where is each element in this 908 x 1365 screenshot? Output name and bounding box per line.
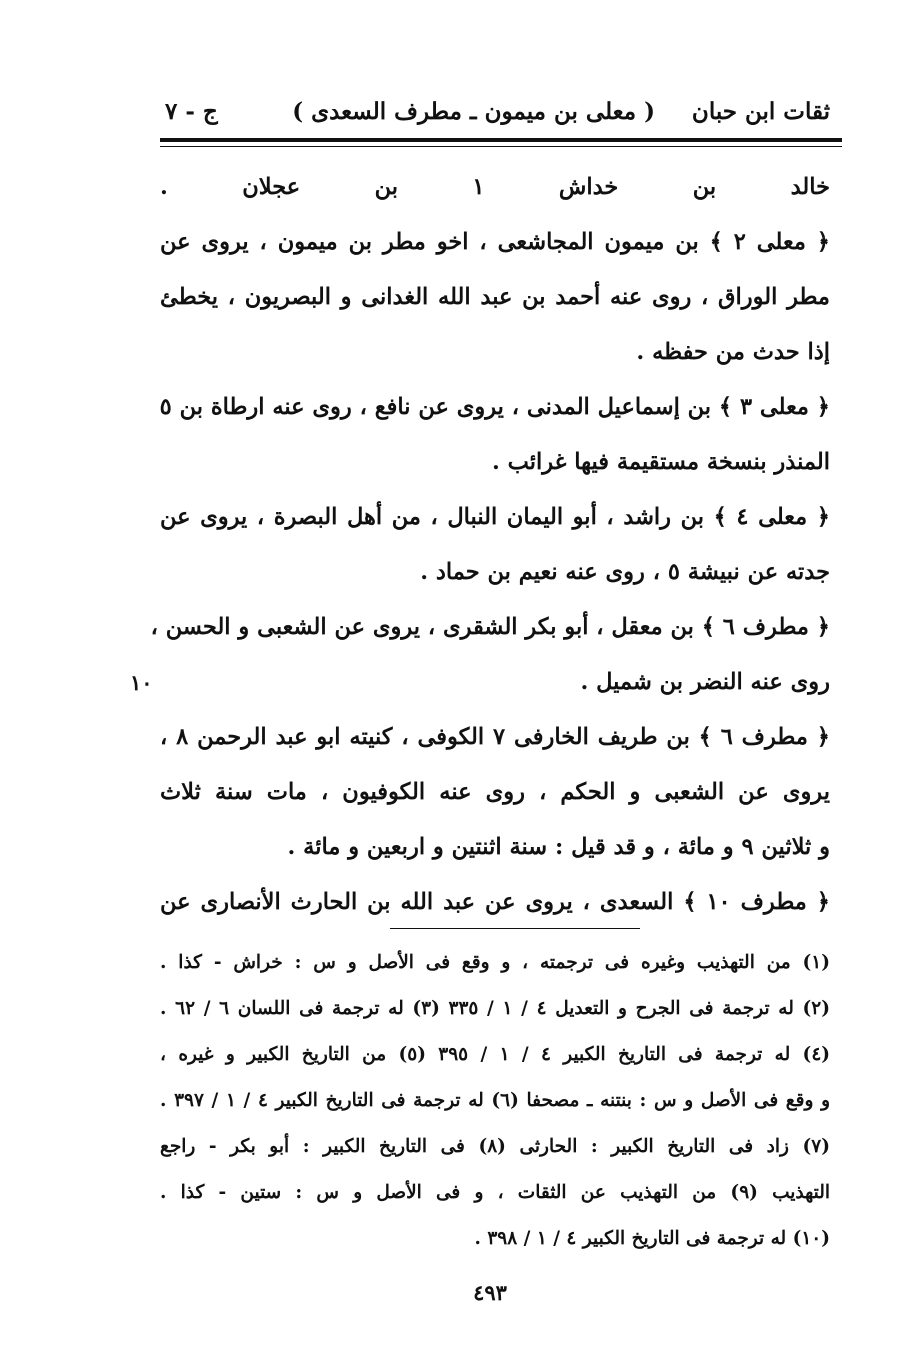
footnote-line-4: و وقع فى الأصل و س : بنتنه ـ مصحفا (٦) له ترجمة فى التاريخ الكبير ٤ / ١ / ٣٩٧ . [160,1090,831,1111]
footnote-line-5: (٧) زاد فى التاريخ الكبير : الحارثى (٨) فى التاريخ الكبير : أبو بكر - راجع [160,1136,830,1157]
text-line-6: المنذر بنسخة مستقيمة فيها غرائب . [491,449,830,475]
text-line-1: خالد بن خداش ١ بن عجلان . [160,174,830,200]
text-line-2: ﴿ معلى ٢ ﴾ بن ميمون المجاشعى ، اخو مطر بن ميمون ، يروى عن [160,229,830,255]
footnote-separator [390,928,640,929]
header-rule-thick [160,138,842,142]
text-line-12: يروى عن الشعبى و الحكم ، روى عنه الكوفيون ، مات سنة ثلاث [160,779,830,805]
text-line-4: إذا حدث من حفظه . [636,339,830,365]
footnote-line-1: (١) من التهذيب وغيره فى ترجمته ، و وقع فى الأصل و س : خراش - كذا . [160,952,830,973]
footnotes [160,940,830,1262]
footnote-line-7: (١٠) له ترجمة فى التاريخ الكبير ٤ / ١ / ٣٩٨ . [474,1228,830,1249]
line-number-marker: ١٠ [130,670,153,695]
text-line-3: مطر الوراق ، روى عنه أحمد بن عبد الله الغدانى و البصريون ، يخطئ [160,284,830,310]
page-number: ٤٩٣ [473,1280,507,1305]
text-line-11: ﴿ مطرف ٦ ﴾ بن طريف الخارفى ٧ الكوفى ، كنيته ابو عبد الرحمن ٨ ، [160,724,830,750]
footnote-line-2: (٢) له ترجمة فى الجرح و التعديل ٤ / ١ / ٣٣٥ (٣) له ترجمة فى اللسان ٦ / ٦٢ . [160,998,830,1019]
header-entry-range: ( معلى بن ميمون ـ مطرف السعدى ) [292,98,655,125]
footnote-line-6: التهذيب (٩) من التهذيب عن الثقات ، و فى الأصل و س : ستين - كذا . [160,1182,831,1203]
text-line-9: ﴿ مطرف ٦ ﴾ بن معقل ، أبو بكر الشقرى ، يروى عن الشعبى و الحسن ، [150,614,830,640]
text-line-10-wrap [130,655,830,710]
main-text [130,160,830,930]
header-volume: ج - ٧ [165,98,218,125]
text-line-14: ﴿ مطرف ١٠ ﴾ السعدى ، يروى عن عبد الله بن الحارث الأنصارى عن [160,889,830,915]
header-rule-thin [160,146,842,147]
footnote-line-3: (٤) له ترجمة فى التاريخ الكبير ٤ / ١ / ٣٩٥ (٥) من التاريخ الكبير و غيره ، [160,1044,831,1065]
text-line-10: روى عنه النضر بن شميل . [580,669,830,695]
text-line-8: جدته عن نبيشة ٥ ، روى عنه نعيم بن حماد . [420,559,830,585]
book-page [130,80,831,1340]
text-line-13: و ثلاثين ٩ و مائة ، و قد قيل : سنة اثنتين و اربعين و مائة . [287,834,830,860]
running-header [150,90,830,134]
text-line-5: ﴿ معلى ٣ ﴾ بن إسماعيل المدنى ، يروى عن نافع ، روى عنه ارطاة بن ٥ [159,394,830,420]
text-line-7: ﴿ معلى ٤ ﴾ بن راشد ، أبو اليمان النبال ، من أهل البصرة ، يروى عن [160,504,830,530]
header-book-title: ثقات ابن حبان [691,98,830,125]
